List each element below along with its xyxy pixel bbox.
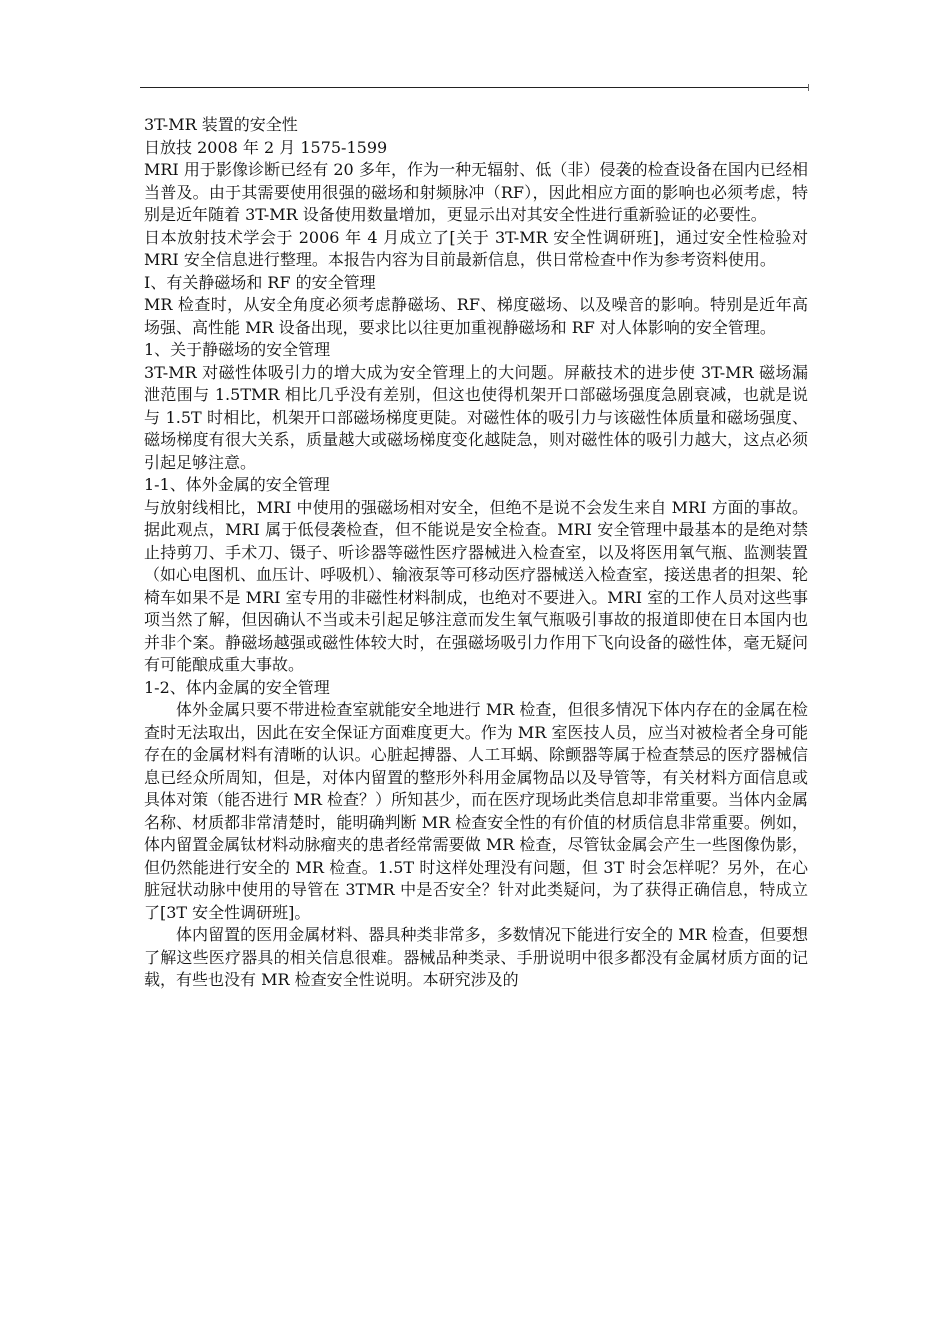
section-heading-1: Ⅰ、有关静磁场和 RF 的安全管理 [144,272,376,292]
body-paragraph: 3T-MR 对磁性体吸引力的增大成为安全管理上的大问题。屏蔽技术的进步使 3T-MR 磁场漏泄范围与 1.5TMR 相比几乎没有差别，但这也使得机架开口部磁场强度急剧衰减，也就是说与 1.5T 时相比，机架开口部磁场梯度更陡。对磁性体的吸引力与该磁性体质量和磁场强度、磁场梯度有很大关系，质量越大或磁场梯度变化越陡急，则对磁性体的吸引力越大，这点必须引起足够注意。 [144,362,808,472]
subsection-heading-1-2: 1-2、体内金属的安全管理 [144,677,330,697]
document-body [144,114,808,992]
intro-paragraph-2: 日本放射技术学会于 2006 年 4 月成立了[关于 3T-MR 安全性调研班]，通过安全性检验对 MRI 安全信息进行整理。本报告内容为目前最新信息，供日常检查中作为参考资料使用。 [144,227,808,269]
header-rule [140,87,808,88]
subsection-heading-1: 1、关于静磁场的安全管理 [144,340,331,359]
source-citation: 日放技 2008 年 2 月 1575-1599 [144,137,388,157]
header-rule-tick [808,84,809,91]
body-paragraph: 体外金属只要不带进检查室就能安全地进行 MR 检查，但很多情况下体内存在的金属在检查时无法取出，因此在安全保证方面难度更大。作为 MR 室医技人员，应当对被检者全身可能存在的金属材料有清晰的认识。心脏起搏器、人工耳蜗、除颤器等属于检查禁忌的医疗器械信息已经众所周知，但是，对体内留置的整形外科用金属物品以及导管等，有关材料方面信息或具体对策（能否进行 MR 检查？）所知甚少，而在医疗现场此类信息却非常重要。当体内金属名称、材质都非常清楚时，能明确判断 MR 检查安全性的有价值的材质信息非常重要。例如，体内留置金属钛材料动脉瘤夹的患者经常需要做 MR 检查，尽管钛金属会产生一些图像伪影，但仍然能进行安全的 MR 检查。1.5T 时这样处理没有问题，但 3T 时会怎样呢？另外，在心脏冠状动脉中使用的导管在 3TMR 中是否安全？针对此类疑问，为了获得正确信息，特成立了[3T 安全性调研班]。 [144,700,808,922]
body-paragraph: 与放射线相比，MRI 中使用的强磁场相对安全，但绝不是说不会发生来自 MRI 方面的事故。据此观点，MRI 属于低侵袭检查，但不能说是安全检查。MRI 安全管理中最基本的是绝对禁止持剪刀、手术刀、镊子、听诊器等磁性医疗器械进入检查室，以及将医用氧气瓶、监测装置（如心电图机、血压计、呼吸机）、输液泵等可移动医疗器械送入检查室，接送患者的担架、轮椅车如果不是 MRI 室专用的非磁性材料制成，也绝对不要进入。MRI 室的工作人员对这些事项当然了解，但因确认不当或未引起足够注意而发生氧气瓶吸引事故的报道即使在日本国内也并非个案。静磁场越强或磁性体较大时，在强磁场吸引力作用下飞向设备的磁性体，毫无疑问有可能酿成重大事故。 [144,497,809,674]
body-paragraph: 体内留置的医用金属材料、器具种类非常多，多数情况下能进行安全的 MR 检查，但要想了解这些医疗器具的相关信息很难。器械品种类录、手册说明中很多都没有金属材质方面的记载，有些也没有 MR 检查安全性说明。本研究涉及的 [144,925,808,989]
document-title: 3T-MR 装置的安全性 [144,115,298,134]
intro-paragraph: MRI 用于影像诊断已经有 20 多年，作为一种无辐射、低（非）侵袭的检查设备在国内已经相当普及。由于其需要使用很强的磁场和射频脉冲（RF），因此相应方面的影响也必须考虑，特别是近年随着 3T-MR 设备使用数量增加，更显示出对其安全性进行重新验证的必要性。 [144,160,808,224]
body-paragraph: MR 检查时，从安全角度必须考虑静磁场、RF、梯度磁场、以及噪音的影响。特别是近年高场强、高性能 MR 设备出现，要求比以往更加重视静磁场和 RF 对人体影响的安全管理。 [144,295,808,337]
subsection-heading-1-1: 1-1、体外金属的安全管理 [144,475,330,494]
